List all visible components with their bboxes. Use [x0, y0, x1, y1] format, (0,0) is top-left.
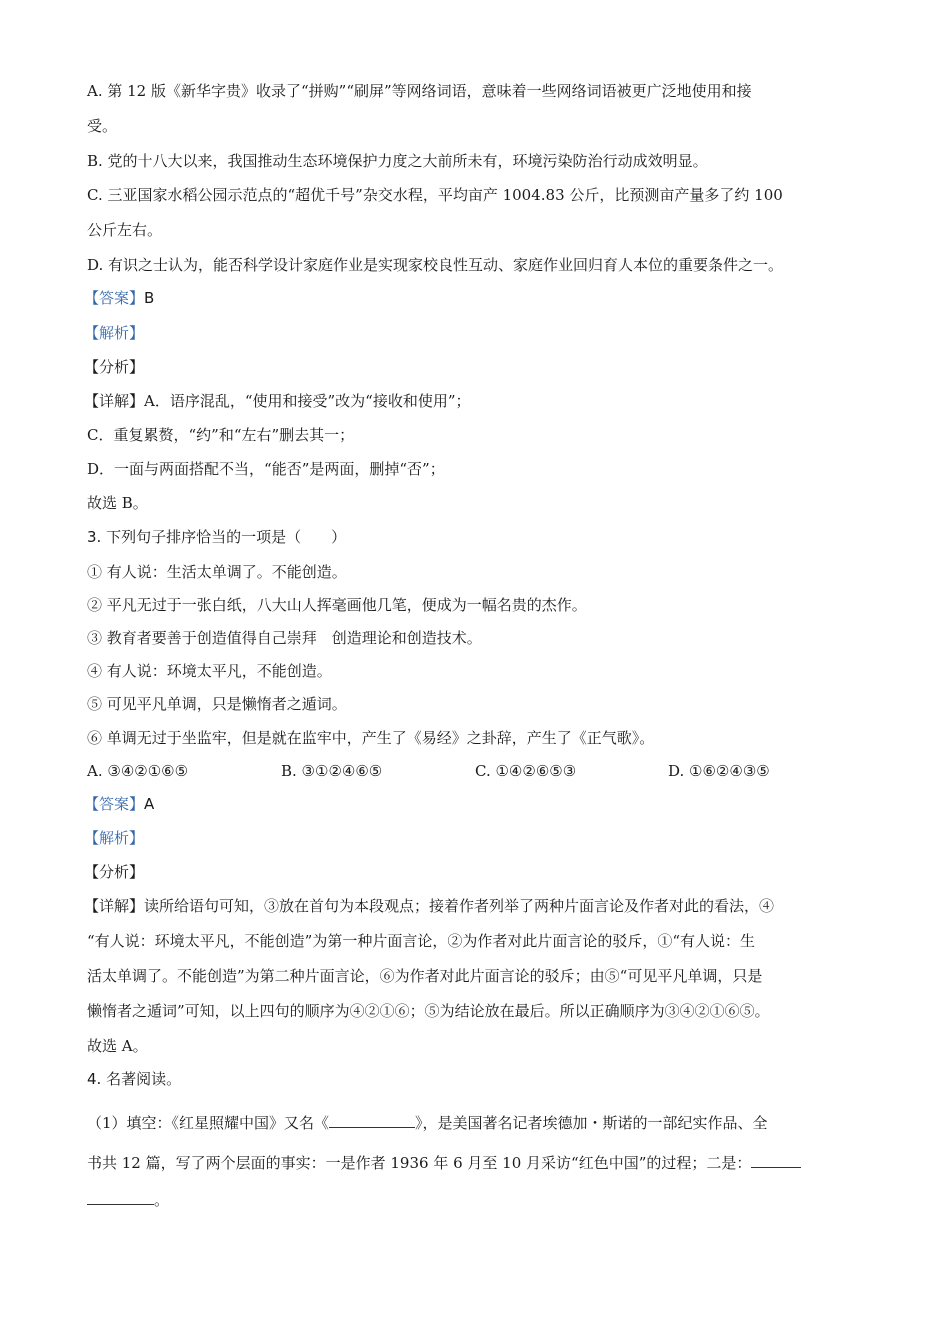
q2-option-b: B. 党的十八大以来，我国推动生态环境保护力度之大前所未有，环境污染防治行动成效明显。: [87, 152, 708, 170]
q2-analysis-tag: 【解析】: [84, 324, 145, 342]
question-number: 4.: [87, 1070, 102, 1088]
q3-option-a: A. ③④②①⑥⑤: [87, 762, 189, 780]
fill-text: 书共 12 篇，写了两个层面的事实：一是作者 1936 年 6 月至 10 月采访“红色中国”的过程；二是：: [87, 1154, 752, 1172]
fill-end: 。: [154, 1191, 170, 1209]
q3-sentence-2: ② 平凡无过于一张白纸，八大山人挥毫画他几笔，便成为一幅名贵的杰作。: [87, 596, 587, 614]
q3-conclusion: 故选 A。: [87, 1037, 148, 1055]
detail-text: 读所给语句可知，③放在首句为本段观点；接着作者列举了两种片面言论及作者对此的看法，④: [144, 897, 775, 915]
q3-option-c: C. ①④②⑥⑤③: [475, 762, 577, 780]
q2-option-a-cont: 受。: [87, 117, 118, 135]
q4-line-2: [87, 1153, 801, 1173]
q2-conclusion: 故选 B。: [87, 494, 148, 512]
q2-fenxi-tag: 【分析】: [84, 358, 145, 376]
q2-detail-c: C．重复累赘，“约”和“左右”删去其一；: [87, 426, 355, 444]
q3-analysis-tag: 【解析】: [84, 829, 145, 847]
detail-tag: 【详解】: [84, 897, 145, 915]
q3-fenxi-tag: 【分析】: [84, 863, 145, 881]
q3-sentence-5: ⑤ 可见平凡单调，只是懒惰者之遁词。: [87, 695, 347, 713]
answer-value: A: [144, 795, 155, 813]
q2-option-c-cont: 公斤左右。: [87, 221, 163, 239]
fill-text-prefix: （1）填空：《红星照耀中国》又名《: [87, 1114, 330, 1132]
q3-detail-2: “有人说：环境太平凡，不能创造”为第一种片面言论，②为作者对此片面言论的驳斥，①“有人说：生: [87, 932, 756, 950]
q3-sentence-3: ③ 教育者要善于创造值得自己崇拜 创造理论和创造技术。: [87, 629, 482, 647]
question-text: 名著阅读。: [101, 1070, 182, 1088]
q2-option-d: D. 有识之士认为，能否科学设计家庭作业是实现家校良性互动、家庭作业回归育人本位的重要条件之一。: [87, 256, 784, 274]
detail-text: A．语序混乱，“使用和接受”改为“接收和使用”；: [144, 392, 471, 410]
detail-tag: 【详解】: [84, 392, 145, 410]
q4-line-1: [87, 1113, 768, 1133]
q3-answer: [84, 794, 154, 814]
question-number: 3.: [87, 528, 102, 546]
fill-blank-1[interactable]: [329, 1113, 415, 1128]
question-text: 下列句子排序恰当的一项是（ ）: [101, 528, 347, 546]
answer-tag: 【答案】: [84, 795, 145, 813]
q4-stem: [87, 1069, 181, 1089]
q3-sentence-1: ① 有人说：生活太单调了。不能创造。: [87, 563, 347, 581]
q3-option-b: B. ③①②④⑥⑤: [281, 762, 383, 780]
q3-option-d: D. ①⑥②④③⑤: [668, 762, 770, 780]
q2-option-a: A. 第 12 版《新华字贵》收录了“拼购”“刷屏”等网络词语，意味着一些网络词语被更广泛地使用和接: [87, 82, 752, 100]
q3-detail-3: 活太单调了。不能创造”为第二种片面言论，⑥为作者对此片面言论的驳斥；由⑤“可见平凡单调，只是: [87, 967, 763, 985]
answer-tag: 【答案】: [84, 289, 145, 307]
q3-sentence-6: ⑥ 单调无过于坐监牢，但是就在监牢中，产生了《易经》之卦辞，产生了《正气歌》。: [87, 729, 655, 747]
q2-detail-d: D．一面与两面搭配不当，“能否”是两面，删掉“否”；: [87, 460, 445, 478]
fill-text-suffix: 》，是美国著名记者埃德加・斯诺的一部纪实作品、全: [415, 1114, 768, 1132]
q3-detail: [84, 896, 774, 916]
answer-value: B: [144, 289, 155, 307]
q2-detail: [84, 391, 471, 411]
q3-stem: [87, 527, 346, 547]
fill-blank-2[interactable]: [751, 1153, 801, 1168]
q3-detail-4: 懒惰者之遁词”可知，以上四句的顺序为④②①⑥；⑤为结论放在最后。所以正确顺序为③④②①⑥⑤。: [87, 1002, 770, 1020]
q4-line-3: [87, 1190, 169, 1210]
q2-answer: [84, 288, 154, 308]
q2-option-c: C. 三亚国家水稻公园示范点的“超优千号”杂交水程，平均亩产 1004.83 公斤，比预测亩产量多了约 100: [87, 186, 783, 204]
fill-blank-2-cont[interactable]: [87, 1190, 154, 1205]
q3-sentence-4: ④ 有人说：环境太平凡，不能创造。: [87, 662, 332, 680]
